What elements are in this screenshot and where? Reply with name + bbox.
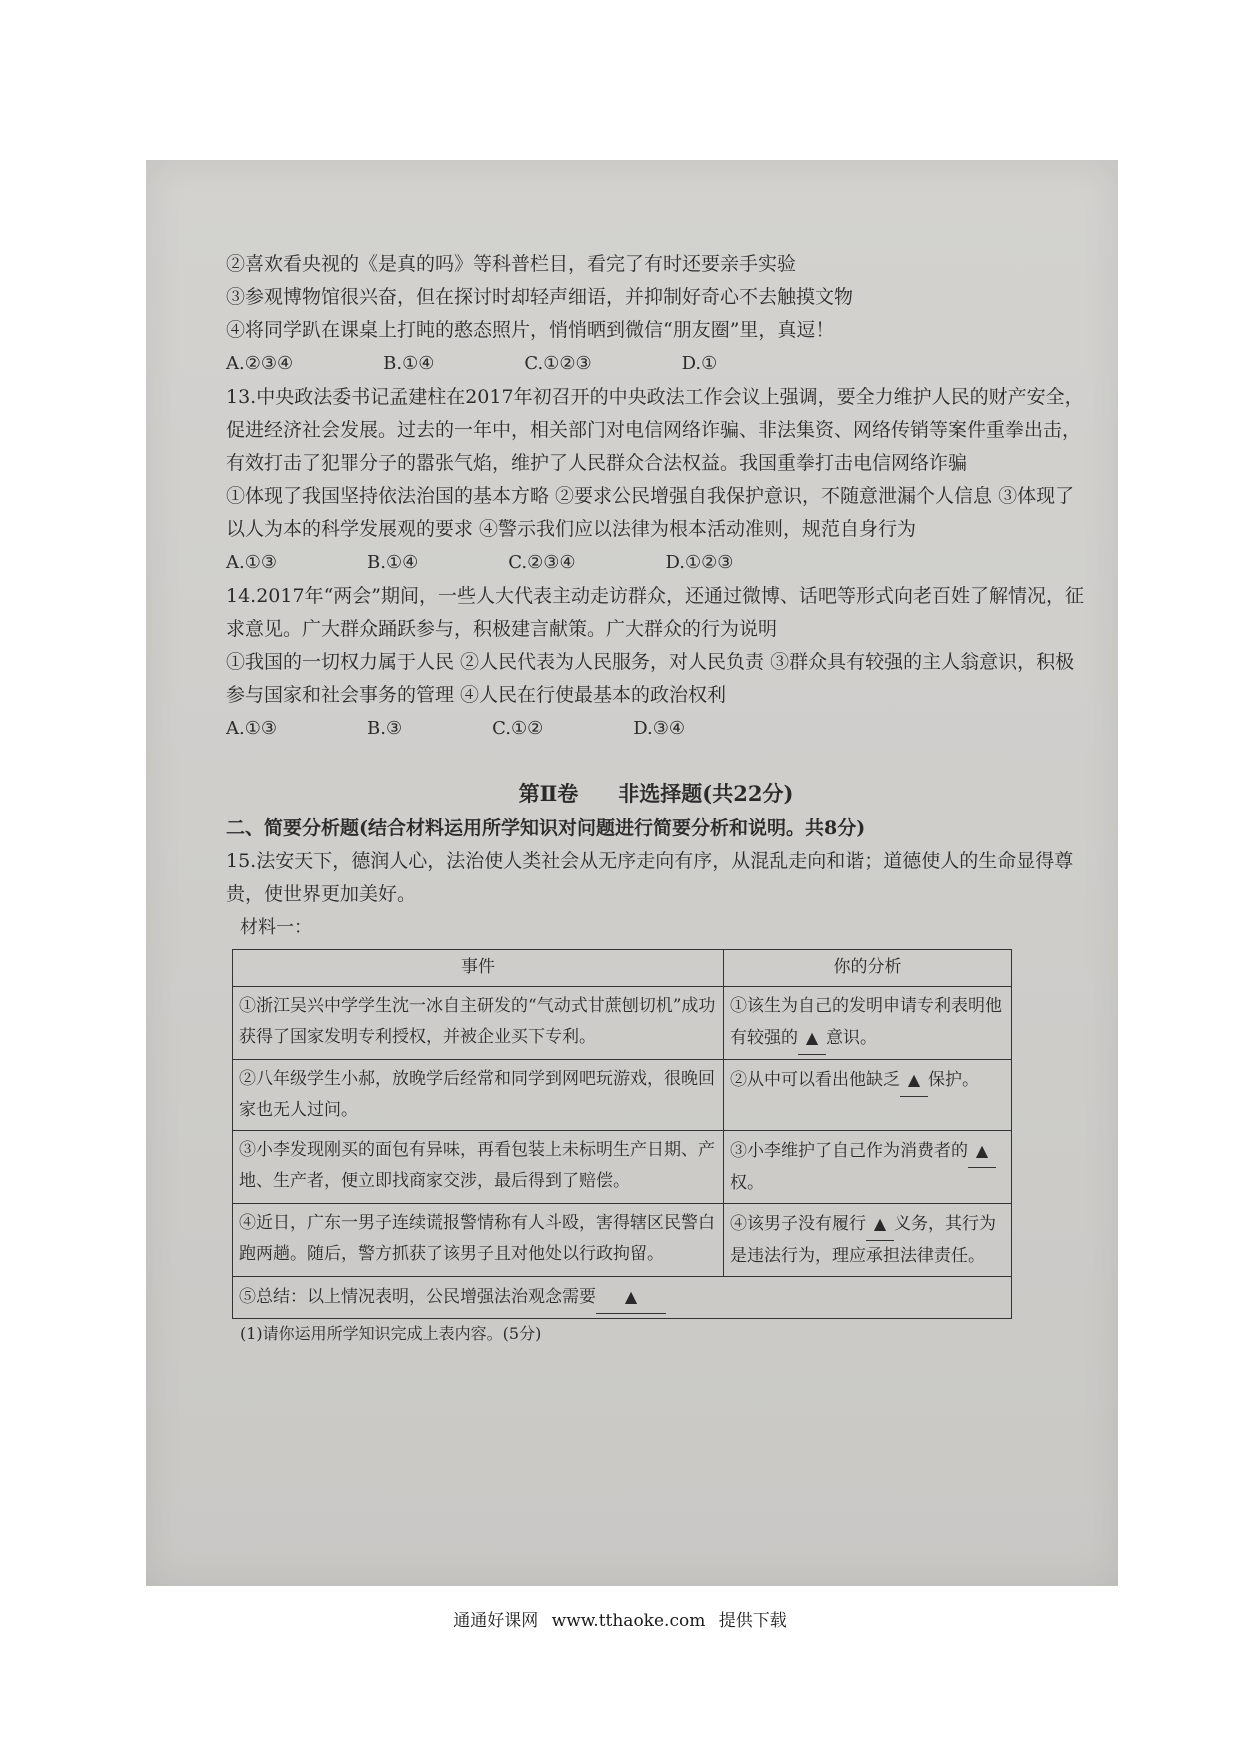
q14-stem: 14.2017年“两会”期间，一些人大代表主动走访群众，还通过微博、话吧等形式向老百姓了解情况，征求意见。广大群众踊跃参与，积极建言献策。广大群众的行为说明 [226,585,1084,640]
q14-options [226,712,1086,746]
analysis-cell [724,1131,1012,1204]
event-cell: ③小李发现刚买的面包有异味，再看包装上未标明生产日期、产地、生产者，便立即找商家交涉，最后得到了赔偿。 [233,1131,724,1204]
q13-options [226,546,1086,580]
question-15 [226,845,1086,1349]
section-2-label: 第Ⅱ卷 [518,781,579,806]
footer-site-name: 通通好课网 [453,1611,539,1631]
table-summary-row [233,1277,1012,1319]
table-header-row [233,950,1012,987]
analysis-text-end: 保护。 [928,1070,979,1090]
q13-option-a: A.①③ [226,552,277,573]
analysis-cell [724,1204,1012,1277]
q12-option-a: A.②③④ [226,353,294,374]
answer-blank[interactable] [900,1064,928,1097]
q12-statement-4: ④将同学趴在课桌上打盹的憨态照片，悄悄晒到微信“朋友圈”里，真逗！ [226,319,835,341]
triangle-icon: ▲ [624,1287,638,1306]
q13-option-c: C.②③④ [508,552,576,573]
table-row [233,1060,1012,1131]
answer-blank[interactable] [968,1135,996,1168]
event-cell: ①浙江吴兴中学学生沈一冰自主研发的“气动式甘蔗刨切机”成功获得了国家发明专利授权，并被企业买下专利。 [233,987,724,1060]
exam-content [226,248,1086,1349]
section-2-subtitle: 非选择题(共22分) [618,781,794,806]
question-12 [226,248,1086,381]
q13-stem: 13.中央政法委书记孟建柱在2017年初召开的中央政法工作会议上强调，要全力维护人民的财产安全，促进经济社会发展。过去的一年中，相关部门对电信网络诈骗、非法集资、网络传销等案件重拳出击，有效打击了犯罪分子的嚣张气焰，维护了人民群众合法权益。我国重拳打击电信网络诈骗 [226,386,1084,474]
footer-suffix: 提供下载 [718,1611,787,1631]
q15-analysis-table [232,949,1012,1319]
analysis-text-end: 权。 [730,1173,764,1193]
q12-option-c: C.①②③ [524,353,592,374]
table-row [233,1131,1012,1204]
event-cell: ④近日，广东一男子连续谎报警情称有人斗殴，害得辖区民警白跑两趟。随后，警方抓获了该男子且对他处以行政拘留。 [233,1204,724,1277]
footer-url[interactable]: www.tthaoke.com [551,1611,706,1631]
analysis-cell [724,987,1012,1060]
table-row [233,1204,1012,1277]
q14-option-b: B.③ [367,718,403,739]
question-14 [226,580,1086,746]
q14-option-d: D.③④ [633,718,686,739]
summary-text: ⑤总结：以上情况表明，公民增强法治观念需要 [239,1287,596,1307]
summary-cell [233,1277,1012,1319]
summary-answer-blank[interactable] [596,1281,666,1314]
exam-paper-photo [146,160,1118,1586]
analysis-text: ④该男子没有履行 [730,1214,866,1234]
table-row [233,987,1012,1060]
question-13 [226,381,1086,580]
q14-statements: ①我国的一切权力属于人民 ②人民代表为人民服务，对人民负责 ③群众具有较强的主人翁意识，积极参与国家和社会事务的管理 ④人民在行使最基本的政治权利 [226,651,1075,706]
q12-statement-2: ②喜欢看央视的《是真的吗》等科普栏目，看完了有时还要亲手实验 [226,253,797,275]
q12-option-b: B.①④ [383,353,435,374]
analysis-cell [724,1060,1012,1131]
q12-option-d: D.① [681,353,718,374]
q13-option-b: B.①④ [367,552,419,573]
analysis-text: ③小李维护了自己作为消费者的 [730,1141,968,1161]
table-header-analysis: 你的分析 [724,950,1012,987]
analysis-text-end: 意识。 [826,1028,877,1048]
triangle-icon: ▲ [873,1214,887,1233]
page-footer [0,1606,1240,1631]
event-cell: ②八年级学生小郝，放晚学后经常和同学到网吧玩游戏，很晚回家也无人过问。 [233,1060,724,1131]
q14-option-c: C.①② [492,718,544,739]
q15-stem: 15.法安天下，德润人心，法治使人类社会从无序走向有序，从混乱走向和谐；道德使人的生命显得尊贵，使世界更加美好。 [226,850,1074,905]
q12-statement-3: ③参观博物馆很兴奋，但在探讨时却轻声细语，并抑制好奇心不去触摸文物 [226,286,854,308]
q13-option-d: D.①②③ [665,552,734,573]
answer-blank[interactable] [798,1022,826,1055]
part-2-heading: 二、简要分析题(结合材料运用所学知识对问题进行简要分析和说明。共8分) [226,817,866,839]
analysis-text-end: 义务，其行为是违法行为，理应承担法律责任。 [730,1214,996,1266]
section-2-title [226,776,1086,812]
triangle-icon: ▲ [907,1070,921,1089]
q12-options [226,347,1086,381]
triangle-icon: ▲ [805,1028,819,1047]
analysis-text: ①该生为自己的发明申请专利表明他有较强的 [730,996,1002,1048]
analysis-text: ②从中可以看出他缺乏 [730,1070,900,1090]
table-header-event: 事件 [233,950,724,987]
answer-blank[interactable] [866,1208,894,1241]
q15-subquestion-1: (1)请你运用所学知识完成上表内容。(5分) [240,1324,542,1343]
q13-statements: ①体现了我国坚持依法治国的基本方略 ②要求公民增强自我保护意识，不随意泄漏个人信息 ③体现了以人为本的科学发展观的要求 ④警示我们应以法律为根本活动准则，规范自身行为 [226,485,1075,540]
q14-option-a: A.①③ [226,718,277,739]
triangle-icon: ▲ [975,1141,989,1160]
q15-material-label: 材料一： [240,917,312,938]
